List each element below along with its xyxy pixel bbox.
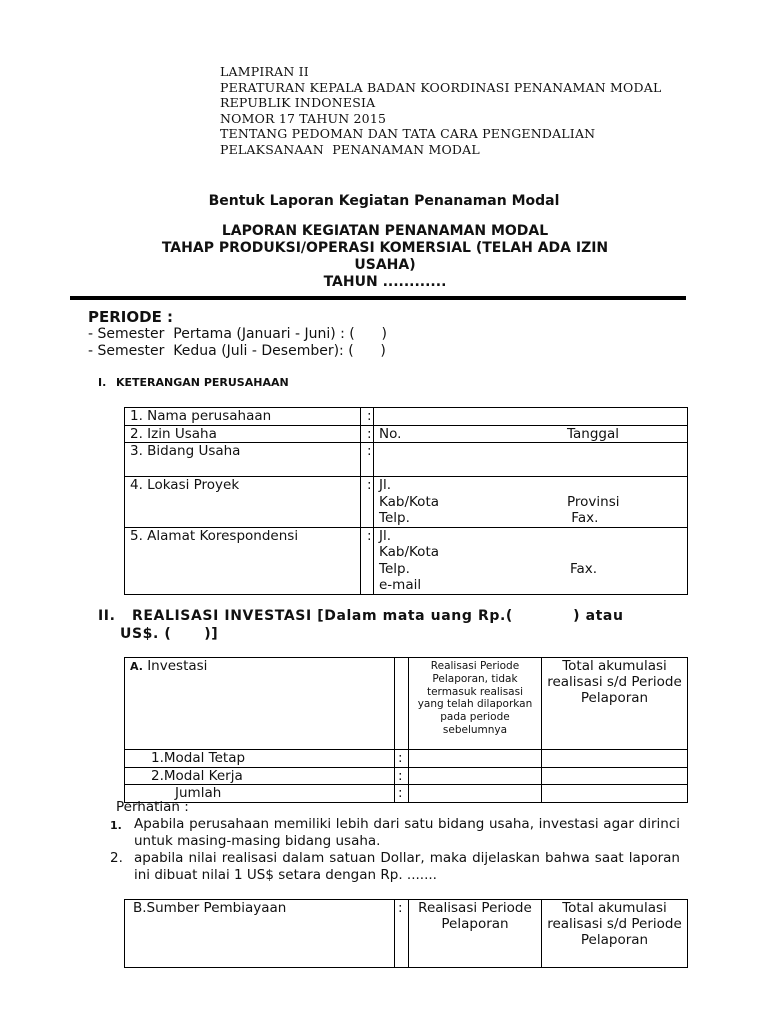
row-value[interactable]: [374, 527, 688, 594]
periode-block: [88, 309, 387, 360]
list-number: 1.: [110, 819, 122, 832]
row-label: 4. Lokasi Proyek: [125, 477, 361, 528]
list-item: [110, 816, 680, 850]
investment-table: [124, 657, 688, 803]
section-number: I.: [98, 376, 107, 389]
document-header: [220, 64, 661, 157]
row-label: 1. Nama perusahaan: [125, 408, 361, 426]
field-label: Fax.: [570, 560, 598, 577]
field-label: Tanggal: [567, 425, 620, 442]
row-colon: :: [395, 750, 409, 768]
title-line: TAHUN ............: [323, 274, 447, 290]
field-label: No.: [379, 425, 402, 442]
row-colon: :: [395, 767, 409, 785]
table-row: [125, 477, 688, 528]
header-prefix: A.: [130, 660, 143, 673]
row-value[interactable]: [542, 750, 688, 768]
header-line: PELAKSANAAN PENANAMAN MODAL: [220, 141, 480, 157]
row-value[interactable]: [409, 767, 542, 785]
field-label: Telp.: [379, 560, 410, 577]
field-label: Jl.: [379, 477, 392, 493]
title-divider: [70, 296, 686, 300]
row-colon: :: [361, 408, 374, 426]
title-line: USAHA): [354, 257, 416, 273]
row-colon: :: [361, 527, 374, 594]
table-row: [125, 425, 688, 443]
field-label: Kab/Kota: [379, 544, 440, 560]
row-colon: :: [361, 425, 374, 443]
section-heading: [98, 608, 688, 643]
field-label: Provinsi: [567, 493, 620, 510]
table-row: [125, 767, 688, 785]
header-label: Investasi: [142, 658, 208, 674]
column-header: Realisasi Periode Pelaporan: [409, 900, 542, 968]
row-value[interactable]: [374, 477, 688, 528]
table-row: [125, 527, 688, 594]
header-line: TENTANG PEDOMAN DAN TATA CARA PENGENDALIAN: [220, 126, 596, 141]
table-header-row: [125, 658, 688, 750]
row-label: Jumlah: [125, 785, 395, 803]
section-title-cont: US$. ( )]: [120, 625, 219, 642]
list-item: [110, 850, 680, 884]
field-label: Fax.: [567, 510, 599, 526]
section-heading: [98, 376, 289, 389]
table-row: [125, 750, 688, 768]
row-colon: :: [395, 900, 409, 968]
list-text: apabila nilai realisasi dalam satuan Dollar, maka dijelaskan bahwa saat laporan ini dibuat nilai 1 US$ setara dengan Rp. .......: [134, 850, 680, 883]
field-label: Telp.: [379, 510, 410, 526]
funding-source-table: [124, 899, 688, 968]
row-label: 2. Izin Usaha: [125, 425, 361, 443]
column-header-blank: [395, 658, 409, 750]
form-subtitle: Bentuk Laporan Kegiatan Penanaman Modal: [208, 193, 560, 209]
field-label: Jl.: [379, 527, 392, 544]
notes-block: [110, 799, 680, 884]
row-value[interactable]: [374, 408, 688, 426]
header-line: LAMPIRAN II: [220, 64, 309, 79]
table-row: [125, 443, 688, 477]
list-number: 2.: [110, 850, 123, 866]
company-info-table: [124, 407, 688, 595]
section-title: KETERANGAN PERUSAHAAN: [116, 376, 289, 389]
field-label: Kab/Kota: [379, 493, 440, 510]
title-line: TAHAP PRODUKSI/OPERASI KOMERSIAL (TELAH ADA IZIN: [161, 240, 609, 256]
header-line: NOMOR 17 TAHUN 2015: [220, 110, 387, 126]
periode-line: - Semester Kedua (Juli - Desember): ( ): [88, 343, 386, 359]
row-colon: :: [361, 477, 374, 528]
row-label: 3. Bidang Usaha: [125, 443, 361, 477]
periode-line: - Semester Pertama (Januari - Juni) : ( ): [88, 326, 387, 342]
row-label: 2.Modal Kerja: [125, 767, 395, 785]
row-value[interactable]: [542, 767, 688, 785]
row-label: 5. Alamat Korespondensi: [125, 527, 361, 594]
field-label: e-mail: [379, 577, 422, 593]
header-line: PERATURAN KEPALA BADAN KOORDINASI PENANAMAN MODAL: [220, 79, 662, 95]
row-value[interactable]: [409, 750, 542, 768]
periode-label: PERIODE :: [88, 308, 174, 326]
column-header: Total akumulasi realisasi s/d Periode Pelaporan: [542, 658, 688, 750]
notes-heading: Perhatian :: [116, 799, 189, 815]
column-header: Total akumulasi realisasi s/d Periode Pelaporan: [542, 900, 688, 968]
list-text: Apabila perusahaan memiliki lebih dari satu bidang usaha, investasi agar dirinci untuk masing-masing bidang usaha.: [134, 816, 680, 849]
row-label: 1.Modal Tetap: [125, 750, 395, 768]
row-value[interactable]: [374, 443, 688, 477]
column-header: Realisasi Periode Pelaporan, tidak termasuk realisasi yang telah dilaporkan pada periode sebelumnya: [409, 658, 542, 750]
row-colon: :: [395, 785, 409, 803]
column-header: B.Sumber Pembiayaan: [125, 900, 395, 968]
section-number: II.: [98, 608, 116, 624]
title-line: LAPORAN KEGIATAN PENANAMAN MODAL: [221, 223, 549, 239]
report-title: [80, 223, 690, 291]
table-header-row: [125, 900, 688, 968]
section-title: REALISASI INVESTASI [Dalam mata uang Rp.( ) atau: [132, 608, 624, 624]
row-colon: :: [361, 443, 374, 477]
row-value[interactable]: [374, 425, 688, 443]
header-line: REPUBLIK INDONESIA: [220, 95, 376, 110]
table-row: [125, 408, 688, 426]
column-header: [125, 658, 395, 750]
